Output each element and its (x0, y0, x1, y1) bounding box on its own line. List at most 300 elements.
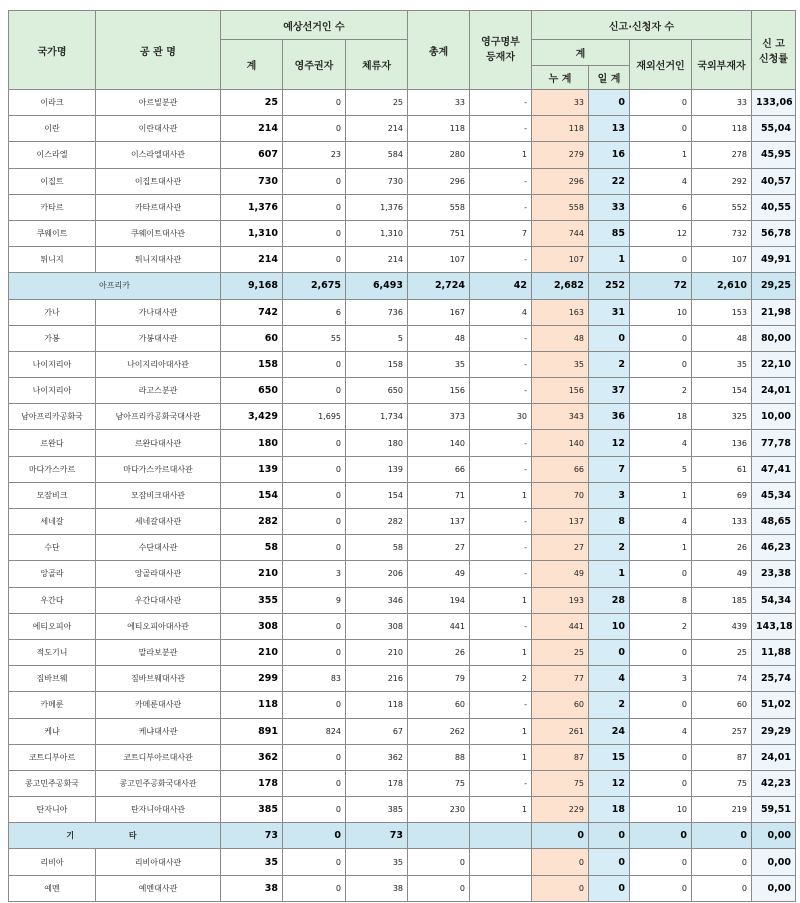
absentee-cell: 87 (692, 744, 752, 770)
absentee-cell: 325 (692, 404, 752, 430)
grand-total-cell: 27 (408, 535, 470, 561)
registered-cell (470, 875, 532, 901)
overseas-voters-cell: 0 (630, 692, 692, 718)
header-absentee: 국외부재자 (692, 40, 752, 90)
expected-total-cell: 35 (221, 849, 283, 875)
registered-cell: - (470, 325, 532, 351)
country-cell: 카메룬 (9, 692, 96, 718)
cumulative-cell: 261 (532, 718, 589, 744)
daily-cell: 252 (589, 273, 630, 299)
registered-cell: 1 (470, 639, 532, 665)
daily-cell: 31 (589, 299, 630, 325)
table-row (9, 194, 796, 220)
grand-total-cell: 79 (408, 666, 470, 692)
overseas-voters-cell: 2 (630, 613, 692, 639)
expected-total-cell: 282 (221, 509, 283, 535)
sojourner-cell: 206 (346, 561, 408, 587)
voter-registration-table-container (8, 10, 795, 902)
overseas-voters-cell: 72 (630, 273, 692, 299)
table-header (9, 11, 796, 90)
expected-total-cell: 385 (221, 797, 283, 823)
header-expected-voters: 예상선거인 수 (221, 11, 408, 40)
country-cell: 수단 (9, 535, 96, 561)
permanent-cell: 55 (283, 325, 346, 351)
header-permanent-registered: 영구명부 등재자 (470, 11, 532, 90)
grand-total-cell: 156 (408, 378, 470, 404)
region-label-cell: 아프리카 (9, 273, 221, 299)
table-row (9, 875, 796, 901)
expected-total-cell: 180 (221, 430, 283, 456)
registered-cell: 1 (470, 587, 532, 613)
country-cell: 리비아 (9, 849, 96, 875)
cumulative-cell: 27 (532, 535, 589, 561)
registered-cell: 30 (470, 404, 532, 430)
absentee-cell: 74 (692, 666, 752, 692)
office-cell: 라고스분관 (96, 378, 221, 404)
grand-total-cell: 2,724 (408, 273, 470, 299)
overseas-voters-cell: 0 (630, 770, 692, 796)
permanent-cell: 0 (283, 509, 346, 535)
header-office: 공 관 명 (96, 11, 221, 90)
country-cell: 적도기니 (9, 639, 96, 665)
permanent-cell: 0 (283, 378, 346, 404)
expected-total-cell: 38 (221, 875, 283, 901)
rate-cell: 42,23 (752, 770, 796, 796)
registered-cell: 2 (470, 666, 532, 692)
daily-cell: 7 (589, 456, 630, 482)
daily-cell: 1 (589, 247, 630, 273)
table-body (9, 90, 796, 902)
registered-cell: 4 (470, 299, 532, 325)
cumulative-cell: 33 (532, 90, 589, 116)
country-cell: 이란 (9, 116, 96, 142)
cumulative-cell: 229 (532, 797, 589, 823)
cumulative-cell: 77 (532, 666, 589, 692)
permanent-cell: 0 (283, 247, 346, 273)
sojourner-cell: 73 (346, 823, 408, 849)
sojourner-cell: 584 (346, 142, 408, 168)
cumulative-cell: 279 (532, 142, 589, 168)
country-cell: 쿠웨이트 (9, 220, 96, 246)
overseas-voters-cell: 0 (630, 351, 692, 377)
cumulative-cell: 140 (532, 430, 589, 456)
office-cell: 아르빌분관 (96, 90, 221, 116)
country-cell: 카타르 (9, 194, 96, 220)
cumulative-cell: 0 (532, 875, 589, 901)
country-cell: 이스라엘 (9, 142, 96, 168)
sojourner-cell: 154 (346, 482, 408, 508)
registered-cell: 1 (470, 482, 532, 508)
table-row (9, 142, 796, 168)
country-cell: 앙골라 (9, 561, 96, 587)
header-country: 국가명 (9, 11, 96, 90)
permanent-cell: 0 (283, 613, 346, 639)
permanent-cell: 0 (283, 849, 346, 875)
daily-cell: 12 (589, 430, 630, 456)
table-row (9, 430, 796, 456)
rate-cell: 54,34 (752, 587, 796, 613)
expected-total-cell: 742 (221, 299, 283, 325)
cumulative-cell: 48 (532, 325, 589, 351)
sojourner-cell: 736 (346, 299, 408, 325)
daily-cell: 1 (589, 561, 630, 587)
overseas-voters-cell: 6 (630, 194, 692, 220)
sojourner-cell: 139 (346, 456, 408, 482)
sojourner-cell: 118 (346, 692, 408, 718)
permanent-cell: 2,675 (283, 273, 346, 299)
absentee-cell: 25 (692, 639, 752, 665)
rate-cell: 133,06 (752, 90, 796, 116)
rate-cell: 0,00 (752, 823, 796, 849)
permanent-cell: 0 (283, 168, 346, 194)
office-cell: 카메룬대사관 (96, 692, 221, 718)
absentee-cell: 61 (692, 456, 752, 482)
daily-cell: 22 (589, 168, 630, 194)
overseas-voters-cell: 4 (630, 168, 692, 194)
absentee-cell: 185 (692, 587, 752, 613)
grand-total-cell: 262 (408, 718, 470, 744)
table-row (9, 666, 796, 692)
overseas-voters-cell: 10 (630, 299, 692, 325)
absentee-cell: 0 (692, 823, 752, 849)
overseas-voters-cell: 18 (630, 404, 692, 430)
grand-total-cell: 751 (408, 220, 470, 246)
table-row (9, 247, 796, 273)
table-row (9, 482, 796, 508)
sojourner-cell: 214 (346, 116, 408, 142)
absentee-cell: 133 (692, 509, 752, 535)
country-cell: 콩고민주공화국 (9, 770, 96, 796)
registered-cell: - (470, 378, 532, 404)
permanent-cell: 0 (283, 456, 346, 482)
expected-total-cell: 154 (221, 482, 283, 508)
cumulative-cell: 558 (532, 194, 589, 220)
sojourner-cell: 6,493 (346, 273, 408, 299)
overseas-voters-cell: 0 (630, 90, 692, 116)
cumulative-cell: 343 (532, 404, 589, 430)
absentee-cell: 118 (692, 116, 752, 142)
table-row (9, 535, 796, 561)
grand-total-cell: 35 (408, 351, 470, 377)
absentee-cell: 35 (692, 351, 752, 377)
permanent-cell: 0 (283, 482, 346, 508)
rate-cell: 40,57 (752, 168, 796, 194)
sojourner-cell: 385 (346, 797, 408, 823)
office-cell: 튀니지대사관 (96, 247, 221, 273)
overseas-voters-cell: 10 (630, 797, 692, 823)
permanent-cell: 0 (283, 692, 346, 718)
grand-total-cell: 60 (408, 692, 470, 718)
absentee-cell: 292 (692, 168, 752, 194)
rate-cell: 55,04 (752, 116, 796, 142)
permanent-cell: 0 (283, 116, 346, 142)
overseas-voters-cell: 0 (630, 744, 692, 770)
permanent-cell: 0 (283, 430, 346, 456)
overseas-voters-cell: 2 (630, 378, 692, 404)
country-cell: 에티오피아 (9, 613, 96, 639)
overseas-voters-cell: 4 (630, 509, 692, 535)
expected-total-cell: 58 (221, 535, 283, 561)
office-cell: 마다가스카르대사관 (96, 456, 221, 482)
rate-cell: 11,88 (752, 639, 796, 665)
office-cell: 코트디부아르대사관 (96, 744, 221, 770)
table-row (9, 299, 796, 325)
daily-cell: 0 (589, 823, 630, 849)
rate-cell: 59,51 (752, 797, 796, 823)
table-row (9, 116, 796, 142)
registered-cell: 1 (470, 142, 532, 168)
office-cell: 모잠비크대사관 (96, 482, 221, 508)
permanent-cell: 0 (283, 351, 346, 377)
table-row (9, 770, 796, 796)
daily-cell: 0 (589, 849, 630, 875)
registered-cell: - (470, 90, 532, 116)
country-cell: 이라크 (9, 90, 96, 116)
permanent-cell: 0 (283, 744, 346, 770)
rate-cell: 0,00 (752, 875, 796, 901)
rate-cell: 21,98 (752, 299, 796, 325)
country-cell: 모잠비크 (9, 482, 96, 508)
rate-cell: 45,34 (752, 482, 796, 508)
registered-cell: - (470, 692, 532, 718)
country-cell: 나이지리아 (9, 378, 96, 404)
table-row (9, 404, 796, 430)
office-cell: 이스라엘대사관 (96, 142, 221, 168)
daily-cell: 0 (589, 90, 630, 116)
expected-total-cell: 299 (221, 666, 283, 692)
registered-cell: 1 (470, 718, 532, 744)
office-cell: 에티오피아대사관 (96, 613, 221, 639)
permanent-cell: 0 (283, 639, 346, 665)
rate-cell: 143,18 (752, 613, 796, 639)
region-label-cell: 기 타 (9, 823, 221, 849)
daily-cell: 28 (589, 587, 630, 613)
absentee-cell: 153 (692, 299, 752, 325)
sojourner-cell: 282 (346, 509, 408, 535)
expected-total-cell: 25 (221, 90, 283, 116)
cumulative-cell: 70 (532, 482, 589, 508)
overseas-voters-cell: 8 (630, 587, 692, 613)
absentee-cell: 732 (692, 220, 752, 246)
header-permanent-residents: 영주권자 (283, 40, 346, 90)
overseas-voters-cell: 0 (630, 849, 692, 875)
expected-total-cell: 214 (221, 116, 283, 142)
overseas-voters-cell: 0 (630, 639, 692, 665)
office-cell: 짐바브웨대사관 (96, 666, 221, 692)
header-grand-total: 총계 (408, 11, 470, 90)
country-cell: 나이지리아 (9, 351, 96, 377)
daily-cell: 2 (589, 535, 630, 561)
voter-registration-table (8, 10, 796, 902)
office-cell: 남아프리카공화국대사관 (96, 404, 221, 430)
table-row (9, 509, 796, 535)
rate-cell: 80,00 (752, 325, 796, 351)
rate-cell: 47,41 (752, 456, 796, 482)
sojourner-cell: 216 (346, 666, 408, 692)
registered-cell: - (470, 116, 532, 142)
permanent-cell: 0 (283, 823, 346, 849)
office-cell: 수단대사관 (96, 535, 221, 561)
office-cell: 탄자니아대사관 (96, 797, 221, 823)
sojourner-cell: 35 (346, 849, 408, 875)
absentee-cell: 2,610 (692, 273, 752, 299)
registered-cell: 1 (470, 797, 532, 823)
overseas-voters-cell: 0 (630, 875, 692, 901)
absentee-cell: 60 (692, 692, 752, 718)
grand-total-cell: 49 (408, 561, 470, 587)
cumulative-cell: 193 (532, 587, 589, 613)
country-cell: 가나 (9, 299, 96, 325)
office-cell: 앙골라대사관 (96, 561, 221, 587)
registered-cell: - (470, 535, 532, 561)
rate-cell: 51,02 (752, 692, 796, 718)
absentee-cell: 278 (692, 142, 752, 168)
daily-cell: 18 (589, 797, 630, 823)
office-cell: 가나대사관 (96, 299, 221, 325)
rate-cell: 46,23 (752, 535, 796, 561)
expected-total-cell: 1,376 (221, 194, 283, 220)
sojourner-cell: 730 (346, 168, 408, 194)
sojourner-cell: 1,376 (346, 194, 408, 220)
overseas-voters-cell: 0 (630, 561, 692, 587)
overseas-voters-cell: 1 (630, 142, 692, 168)
office-cell: 우간다대사관 (96, 587, 221, 613)
cumulative-cell: 49 (532, 561, 589, 587)
registered-cell: - (470, 509, 532, 535)
sojourner-cell: 158 (346, 351, 408, 377)
table-row (9, 718, 796, 744)
sojourner-cell: 58 (346, 535, 408, 561)
absentee-cell: 33 (692, 90, 752, 116)
cumulative-cell: 2,682 (532, 273, 589, 299)
sojourner-cell: 308 (346, 613, 408, 639)
office-cell: 카타르대사관 (96, 194, 221, 220)
permanent-cell: 6 (283, 299, 346, 325)
grand-total-cell: 230 (408, 797, 470, 823)
permanent-cell: 0 (283, 797, 346, 823)
grand-total-cell: 441 (408, 613, 470, 639)
daily-cell: 0 (589, 639, 630, 665)
permanent-cell: 0 (283, 220, 346, 246)
grand-total-cell: 0 (408, 849, 470, 875)
expected-total-cell: 60 (221, 325, 283, 351)
sojourner-cell: 178 (346, 770, 408, 796)
expected-total-cell: 308 (221, 613, 283, 639)
daily-cell: 0 (589, 875, 630, 901)
sojourner-cell: 210 (346, 639, 408, 665)
grand-total-cell: 280 (408, 142, 470, 168)
rate-cell: 56,78 (752, 220, 796, 246)
permanent-cell: 0 (283, 770, 346, 796)
expected-total-cell: 9,168 (221, 273, 283, 299)
grand-total-cell: 118 (408, 116, 470, 142)
office-cell: 가봉대사관 (96, 325, 221, 351)
expected-total-cell: 178 (221, 770, 283, 796)
table-row (9, 692, 796, 718)
sojourner-cell: 346 (346, 587, 408, 613)
sojourner-cell: 38 (346, 875, 408, 901)
rate-cell: 24,01 (752, 378, 796, 404)
table-row (9, 613, 796, 639)
grand-total-cell: 373 (408, 404, 470, 430)
daily-cell: 13 (589, 116, 630, 142)
permanent-cell: 0 (283, 875, 346, 901)
rate-cell: 0,00 (752, 849, 796, 875)
office-cell: 쿠웨이트대사관 (96, 220, 221, 246)
sojourner-cell: 362 (346, 744, 408, 770)
absentee-cell: 69 (692, 482, 752, 508)
table-row (9, 639, 796, 665)
expected-total-cell: 214 (221, 247, 283, 273)
absentee-cell: 0 (692, 875, 752, 901)
absentee-cell: 257 (692, 718, 752, 744)
cumulative-cell: 75 (532, 770, 589, 796)
expected-total-cell: 1,310 (221, 220, 283, 246)
expected-total-cell: 158 (221, 351, 283, 377)
permanent-cell: 0 (283, 90, 346, 116)
registered-cell: - (470, 561, 532, 587)
rate-cell: 45,95 (752, 142, 796, 168)
daily-cell: 12 (589, 770, 630, 796)
country-cell: 케냐 (9, 718, 96, 744)
office-cell: 이란대사관 (96, 116, 221, 142)
permanent-cell: 9 (283, 587, 346, 613)
daily-cell: 85 (589, 220, 630, 246)
registered-cell: - (470, 456, 532, 482)
daily-cell: 24 (589, 718, 630, 744)
grand-total-cell: 140 (408, 430, 470, 456)
expected-total-cell: 607 (221, 142, 283, 168)
office-cell: 리비아대사관 (96, 849, 221, 875)
table-row (9, 220, 796, 246)
registered-cell: - (470, 351, 532, 377)
country-cell: 우간다 (9, 587, 96, 613)
registered-cell (470, 849, 532, 875)
absentee-cell: 439 (692, 613, 752, 639)
header-overseas-voters: 재외선거인 (630, 40, 692, 90)
rate-cell: 23,38 (752, 561, 796, 587)
cumulative-cell: 163 (532, 299, 589, 325)
country-cell: 가봉 (9, 325, 96, 351)
overseas-voters-cell: 1 (630, 482, 692, 508)
sojourner-cell: 1,310 (346, 220, 408, 246)
rate-cell: 29,25 (752, 273, 796, 299)
overseas-voters-cell: 0 (630, 116, 692, 142)
header-report-count: 신고·신청자 수 (532, 11, 752, 40)
daily-cell: 2 (589, 351, 630, 377)
sojourner-cell: 1,734 (346, 404, 408, 430)
cumulative-cell: 35 (532, 351, 589, 377)
header-report-sum: 계 (532, 40, 630, 66)
absentee-cell: 49 (692, 561, 752, 587)
daily-cell: 15 (589, 744, 630, 770)
registered-cell: - (470, 194, 532, 220)
office-cell: 나이지리아대사관 (96, 351, 221, 377)
cumulative-cell: 137 (532, 509, 589, 535)
registered-cell: 1 (470, 744, 532, 770)
other-subtotal-row (9, 823, 796, 849)
country-cell: 르완다 (9, 430, 96, 456)
sojourner-cell: 5 (346, 325, 408, 351)
grand-total-cell: 137 (408, 509, 470, 535)
table-row (9, 325, 796, 351)
daily-cell: 16 (589, 142, 630, 168)
table-row (9, 744, 796, 770)
absentee-cell: 75 (692, 770, 752, 796)
daily-cell: 33 (589, 194, 630, 220)
table-row (9, 849, 796, 875)
registered-cell: 7 (470, 220, 532, 246)
